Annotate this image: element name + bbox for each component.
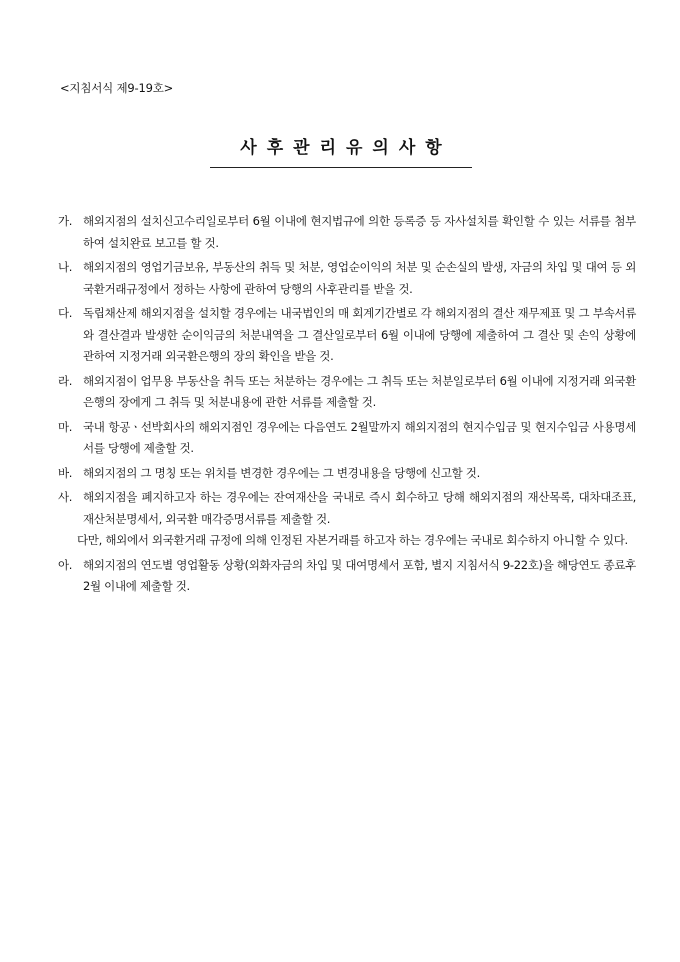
list-item [58, 371, 636, 414]
item-marker: 나. [58, 260, 73, 274]
list-item [58, 487, 636, 552]
item-marker: 아. [58, 557, 73, 572]
item-text: 해외지점을 폐지하고자 하는 경우에는 잔여재산을 국내로 즉시 회수하고 당해 해외지점의 재산목록, 대차대조표, 재산처분명세서, 외국환 매각증명서류를 제출할 것. [83, 490, 636, 526]
item-text: 해외지점의 연도별 영업활동 상황(외화자금의 차입 및 대여명세서 포함, 별지 지침서식 9-22호)을 해당연도 종료후 2월 이내에 제출할 것. [83, 557, 636, 593]
list-item [58, 555, 636, 598]
title-underline [210, 167, 472, 168]
list-item [58, 303, 636, 368]
guideline-list [58, 211, 636, 601]
list-item [58, 463, 636, 485]
item-text: 해외지점의 설치신고수리일로부터 6월 이내에 현지법규에 의한 등록증 등 자사설치를 확인할 수 있는 서류를 첨부하여 설치완료 보고를 할 것. [83, 214, 636, 250]
list-item [58, 417, 636, 460]
item-marker: 라. [58, 373, 73, 388]
list-item [58, 257, 636, 300]
item-marker: 마. [58, 419, 73, 434]
item-marker: 가. [58, 214, 73, 228]
item-text: 해외지점의 그 명칭 또는 위치를 변경한 경우에는 그 변경내용을 당행에 신고할 것. [83, 465, 480, 480]
item-text: 해외지점이 업무용 부동산을 취득 또는 처분하는 경우에는 그 취득 또는 처분일로부터 6월 이내에 지정거래 외국환은행의 장에게 그 취득 및 처분내용에 관한 서류를 제출할 것. [83, 373, 636, 409]
item-text: 국내 항공ㆍ선박회사의 해외지점인 경우에는 다음연도 2월말까지 해외지점의 현지수입금 및 현지수입금 사용명세서를 당행에 제출할 것. [83, 419, 636, 455]
item-marker: 바. [58, 465, 73, 480]
form-number: <지침서식 제9-19호> [60, 81, 174, 95]
list-item [58, 211, 636, 254]
item-note: 다만, 해외에서 외국환거래 규정에 의해 인정된 자본거래를 하고자 하는 경우에는 국내로 회수하지 아니할 수 있다. [77, 533, 628, 547]
item-marker: 다. [58, 306, 73, 320]
item-marker: 사. [58, 490, 73, 504]
item-text: 해외지점의 영업기금보유, 부동산의 취득 및 처분, 영업순이익의 처분 및 순손실의 발생, 자금의 차입 및 대여 등 외국환거래규정에서 정하는 사항에 관하여 당행의 사후관리를 받을 것. [83, 260, 636, 296]
document-title: 사후관리유의사항 [240, 138, 452, 158]
item-text: 독립채산제 해외지점을 설치할 경우에는 내국법인의 매 회계기간별로 각 해외지점의 결산 재무제표 및 그 부속서류와 결산결과 발생한 순이익금의 처분내역을 그 결산일로부터 6월 이내에 당행에 제출하여 그 결산 및 손익 상황에 관하여 지정거래 외국환은행의 장의 확인을 받을 것. [83, 306, 636, 363]
